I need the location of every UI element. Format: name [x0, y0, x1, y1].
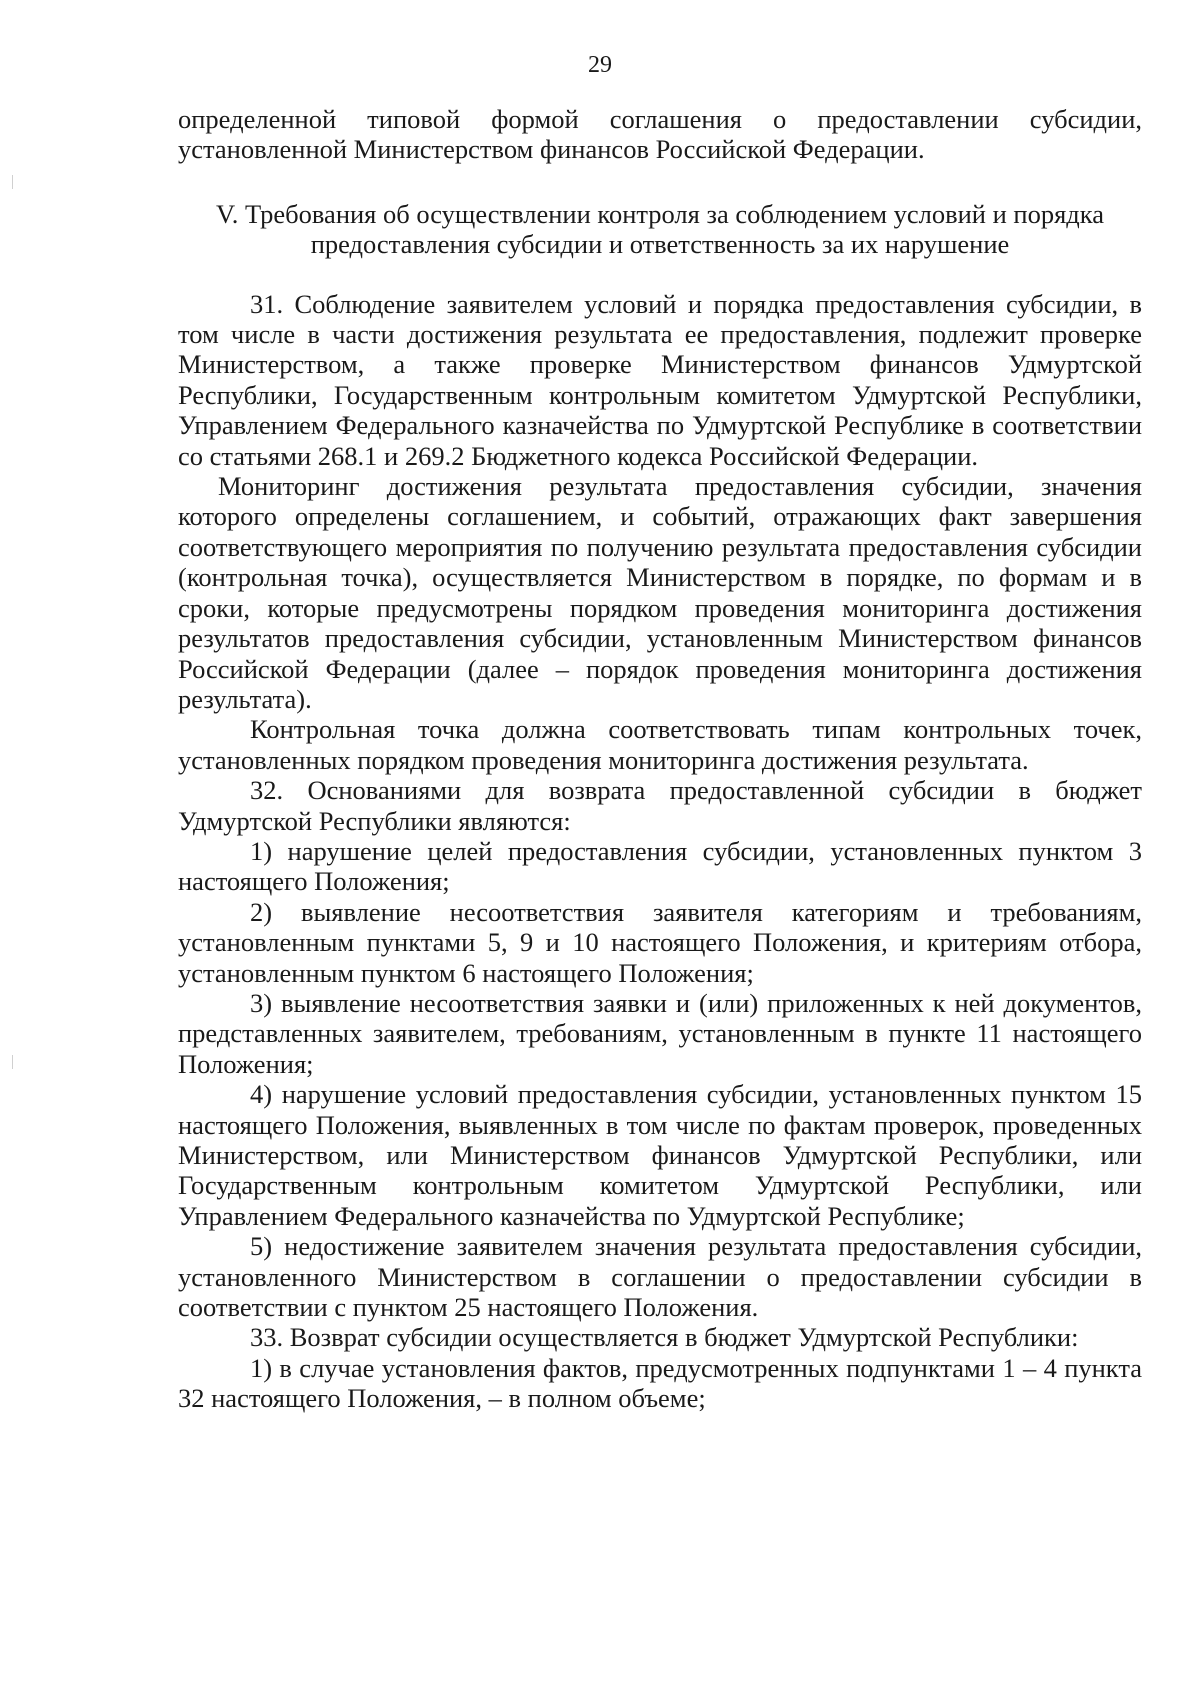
paragraph-32: 32. Основаниями для возврата предоставленной субсидии в бюджет Удмуртской Республики являются: [178, 775, 1142, 836]
scan-mark [12, 175, 13, 189]
document-body [178, 104, 1142, 1414]
list-item: 4) нарушение условий предоставления субсидии, установленных пунктом 15 настоящего Положения, выявленных в том числе по фактам проверок, проведенных Министерством, или Министерством финансов Удмуртской Республики, или Государственным контрольным комитетом Удмуртской Республики, или Управлением Федерального казначейства по Удмуртской Республике; [178, 1079, 1142, 1231]
list-item: 3) выявление несоответствия заявки и (или) приложенных к ней документов, представленных заявителем, требованиям, установленным в пункте 11 настоящего Положения; [178, 987, 1142, 1079]
page-number: 29 [588, 52, 612, 78]
section-heading: V. Требования об осуществлении контроля за соблюдением условий и порядка предоставления субсидии и ответственность за их нарушение [216, 198, 1104, 260]
list-item: 1) в случае установления фактов, предусмотренных подпунктами 1 – 4 пункта 32 настоящего Положения, – в полном объеме; [178, 1352, 1142, 1414]
paragraph-control-point: Контрольная точка должна соответствовать типам контрольных точек, установленных порядком проведения мониторинга достижения результата. [178, 714, 1142, 775]
paragraph-monitoring: Мониторинг достижения результата предоставления субсидии, значения которого определены соглашением, и событий, отражающих факт завершения соответствующего мероприятия по получению результата предоставления субсидии (контрольная точка), осуществляется Министерством в порядке, по формам и в сроки, которые предусмотрены порядком проведения мониторинга достижения результатов предоставления субсидии, установленным Министерством финансов Российской Федерации (далее – порядок проведения мониторинга достижения результата). [178, 471, 1142, 714]
paragraph-intro: определенной типовой формой соглашения о предоставлении субсидии, установленной Министерством финансов Российской Федерации. [178, 104, 1142, 165]
paragraph-31: 31. Соблюдение заявителем условий и порядка предоставления субсидии, в том числе в части достижения результата ее предоставления, подлежит проверке Министерством, а также проверке Министерством финансов Удмуртской Республики, Государственным контрольным комитетом Удмуртской Республики, Управлением Федерального казначейства по Удмуртской Республике в соответствии со статьями 268.1 и 269.2 Бюджетного кодекса Российской Федерации. [178, 288, 1142, 471]
list-item: 5) недостижение заявителем значения результата предоставления субсидии, установленного Министерством в соглашении о предоставлении субсидии в соответствии с пунктом 25 настоящего Положения. [178, 1231, 1142, 1323]
list-item: 1) нарушение целей предоставления субсидии, установленных пунктом 3 настоящего Положения; [178, 835, 1142, 897]
paragraph-33: 33. Возврат субсидии осуществляется в бюджет Удмуртской Республики: [250, 1322, 1079, 1353]
list-item: 2) выявление несоответствия заявителя категориям и требованиям, установленным пунктами 5, 9 и 10 настоящего Положения, и критериям отбора, установленным пунктом 6 настоящего Положения; [178, 896, 1142, 988]
scan-mark [12, 1055, 13, 1069]
